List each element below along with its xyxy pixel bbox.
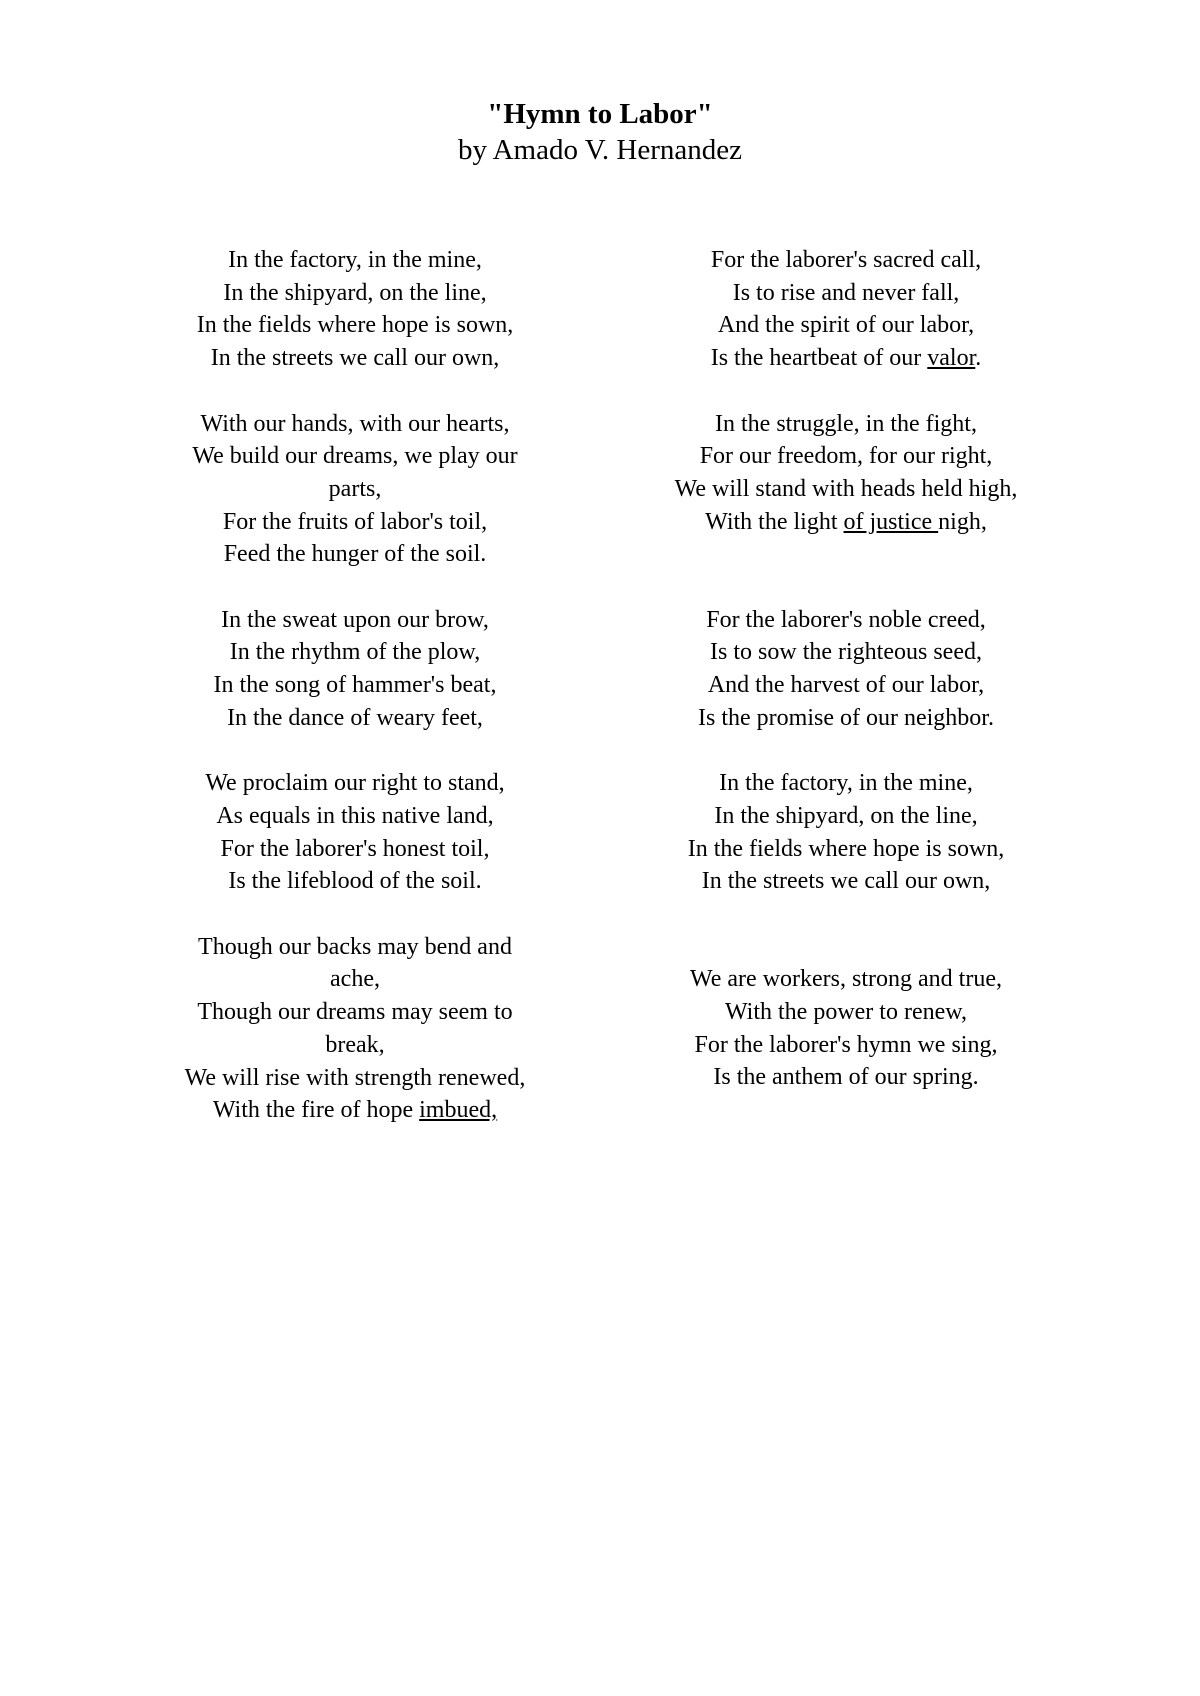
- poem-author: by Amado V. Hernandez: [457, 134, 743, 166]
- poem-line: And the harvest of our labor,: [707, 672, 985, 699]
- poem-line: We build our dreams, we play our: [192, 443, 518, 470]
- poem-line: For the laborer's sacred call,: [710, 247, 982, 273]
- poem-line: In the fields where hope is sown,: [687, 835, 1005, 862]
- poem-line: [646, 506, 1046, 539]
- poem-line: And the spirit of our labor,: [717, 312, 975, 339]
- poem-line: For the laborer's honest toil,: [220, 835, 490, 862]
- poem-line: In the streets we call our own,: [210, 345, 500, 372]
- poem-line: In the shipyard, on the line,: [714, 802, 978, 829]
- line-text: .: [975, 345, 982, 372]
- blank-line: [646, 898, 1046, 931]
- poem-line: Is to sow the righteous seed,: [710, 639, 982, 666]
- stanza: [155, 604, 555, 735]
- poem-line: Though our dreams may seem to: [197, 999, 513, 1026]
- underlined-phrase: of justice: [843, 508, 939, 535]
- right-column: [646, 244, 1046, 1127]
- poem-line: In the rhythm of the plow,: [229, 639, 481, 666]
- poem-line: In the struggle, in the fight,: [715, 410, 977, 437]
- stanza: [646, 604, 1046, 735]
- poem-line: For the laborer's hymn we sing,: [694, 1031, 998, 1058]
- poem-line: In the streets we call our own,: [701, 868, 991, 895]
- poem-line: Though our backs may bend and: [198, 933, 512, 960]
- poem-line: break,: [325, 1031, 385, 1058]
- stanza: [646, 244, 1046, 375]
- poem-line: ache,: [330, 966, 380, 993]
- poem-line: [646, 342, 1046, 375]
- poem-line: [155, 1094, 555, 1127]
- poem-line: In the sweat upon our brow,: [221, 606, 489, 633]
- underlined-word: imbued,: [419, 1097, 498, 1124]
- poem-line: For the fruits of labor's toil,: [222, 508, 488, 535]
- poem-line: In the dance of weary feet,: [227, 704, 483, 731]
- poem-line: Is to rise and never fall,: [732, 279, 960, 306]
- stanza: [155, 408, 555, 572]
- left-column: [155, 244, 555, 1160]
- poem-line: We are workers, strong and true,: [690, 966, 1002, 993]
- stanza: [646, 767, 1046, 931]
- poem-line: We proclaim our right to stand,: [205, 770, 505, 797]
- poem-line: For our freedom, for our right,: [699, 443, 993, 470]
- stanza: [155, 767, 555, 898]
- poem-line: As equals in this native land,: [216, 802, 494, 829]
- underlined-word: valor: [927, 345, 976, 372]
- stanza: [155, 244, 555, 375]
- poem-line: In the song of hammer's beat,: [213, 672, 497, 699]
- poem-line: In the factory, in the mine,: [228, 247, 482, 273]
- poem-line: We will stand with heads held high,: [674, 475, 1018, 502]
- poem-line: Is the anthem of our spring.: [713, 1064, 979, 1091]
- line-text: With the fire of hope: [212, 1097, 420, 1124]
- poem-line: In the fields where hope is sown,: [196, 312, 514, 339]
- stanza: [155, 931, 555, 1127]
- blank-line: [646, 538, 1046, 571]
- line-text: With the light: [705, 508, 844, 535]
- poem-line: With our hands, with our hearts,: [200, 410, 510, 437]
- poem-line: For the laborer's noble creed,: [706, 606, 986, 633]
- poem-line: In the factory, in the mine,: [719, 770, 973, 797]
- poem-title: "Hymn to Labor": [487, 98, 713, 130]
- poem-header: [0, 96, 1200, 168]
- stanza: [646, 963, 1046, 1094]
- poem-line: parts,: [328, 475, 382, 502]
- poem-line: In the shipyard, on the line,: [223, 279, 487, 306]
- poem-line: Is the lifeblood of the soil.: [228, 868, 482, 895]
- poem-line: We will rise with strength renewed,: [184, 1064, 526, 1091]
- poem-line: Is the promise of our neighbor.: [698, 704, 994, 731]
- line-text: Is the heartbeat of our: [710, 345, 928, 372]
- line-text: nigh,: [938, 508, 987, 535]
- poem-line: Feed the hunger of the soil.: [223, 541, 487, 568]
- stanza: [646, 408, 1046, 572]
- poem-line: With the power to renew,: [724, 999, 968, 1026]
